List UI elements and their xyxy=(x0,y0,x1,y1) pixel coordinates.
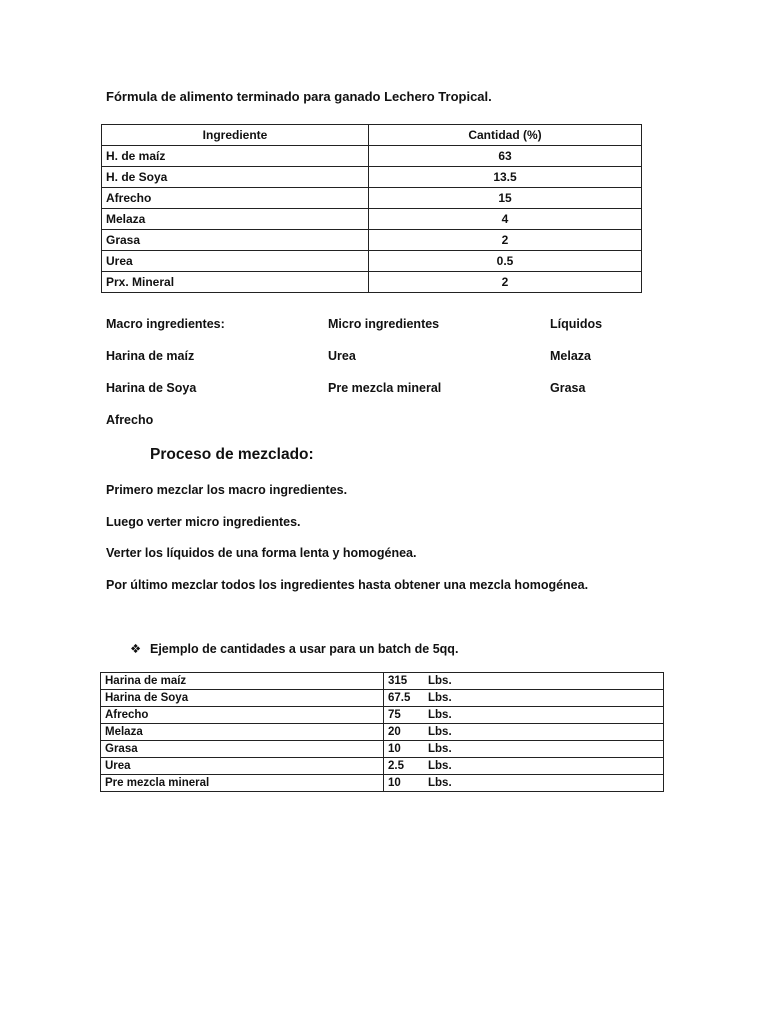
batch-ingredient-cell: Harina de maíz xyxy=(101,673,384,690)
formula-table xyxy=(101,124,642,293)
batch-unit: Lbs. xyxy=(428,777,452,789)
ingredient-cell: H. de maíz xyxy=(102,146,369,167)
batch-table xyxy=(100,672,664,792)
batch-qty: 315 xyxy=(388,675,408,687)
batch-amount-cell xyxy=(384,724,664,741)
batch-ingredient-cell: Afrecho xyxy=(101,707,384,724)
diamond-bullet-icon: ❖ xyxy=(130,642,142,656)
batch-amount-cell xyxy=(384,690,664,707)
micro-heading: Micro ingredientes xyxy=(328,317,440,331)
batch-ingredient-cell: Melaza xyxy=(101,724,384,741)
macro-item: Harina de Soya xyxy=(106,381,197,395)
column-header-cantidad: Cantidad (%) xyxy=(369,125,642,146)
table-row xyxy=(101,775,664,792)
batch-unit: Lbs. xyxy=(428,743,452,755)
ingredient-cell: Grasa xyxy=(102,230,369,251)
process-step: Luego verter micro ingredientes. xyxy=(106,515,301,529)
table-row xyxy=(101,758,664,775)
percent-cell: 2 xyxy=(369,230,642,251)
table-row xyxy=(102,146,642,167)
ingredient-cell: H. de Soya xyxy=(102,167,369,188)
example-text: Ejemplo de cantidades a usar para un batch de 5qq. xyxy=(150,642,459,656)
percent-cell: 2 xyxy=(369,272,642,293)
table-row xyxy=(102,272,642,293)
process-step: Verter los líquidos de una forma lenta y homogénea. xyxy=(106,546,417,560)
batch-amount-cell xyxy=(384,775,664,792)
percent-cell: 15 xyxy=(369,188,642,209)
table-row xyxy=(102,251,642,272)
batch-qty: 67.5 xyxy=(388,692,411,704)
table-row xyxy=(101,707,664,724)
ingredient-cell: Urea xyxy=(102,251,369,272)
process-step: Primero mezclar los macro ingredientes. xyxy=(106,483,348,497)
column-header-ingrediente: Ingrediente xyxy=(102,125,369,146)
batch-qty: 75 xyxy=(388,709,401,721)
batch-unit: Lbs. xyxy=(428,709,452,721)
percent-cell: 13.5 xyxy=(369,167,642,188)
liquid-item: Grasa xyxy=(550,381,586,395)
process-step: Por último mezclar todos los ingredientes hasta obtener una mezcla homogénea. xyxy=(106,578,589,592)
batch-amount-cell xyxy=(384,673,664,690)
percent-cell: 63 xyxy=(369,146,642,167)
table-row xyxy=(101,673,664,690)
micro-item: Pre mezcla mineral xyxy=(328,381,442,395)
batch-qty: 10 xyxy=(388,743,401,755)
percent-cell: 0.5 xyxy=(369,251,642,272)
batch-amount-cell xyxy=(384,758,664,775)
process-heading: Proceso de mezclado: xyxy=(150,446,314,463)
table-row xyxy=(101,741,664,758)
batch-unit: Lbs. xyxy=(428,726,452,738)
batch-unit: Lbs. xyxy=(428,692,452,704)
batch-qty: 10 xyxy=(388,777,401,789)
table-row xyxy=(102,209,642,230)
example-bullet-line xyxy=(130,641,458,656)
document-title: Fórmula de alimento terminado para ganado Lechero Tropical. xyxy=(106,89,492,104)
batch-amount-cell xyxy=(384,707,664,724)
batch-unit: Lbs. xyxy=(428,675,452,687)
table-row xyxy=(102,167,642,188)
macro-item: Harina de maíz xyxy=(106,349,195,363)
micro-item: Urea xyxy=(328,349,356,363)
liquid-heading: Líquidos xyxy=(550,317,603,331)
ingredient-cell: Melaza xyxy=(102,209,369,230)
liquid-item: Melaza xyxy=(550,349,591,363)
percent-cell: 4 xyxy=(369,209,642,230)
table-row xyxy=(102,230,642,251)
ingredient-cell: Afrecho xyxy=(102,188,369,209)
macro-item: Afrecho xyxy=(106,413,154,427)
macro-heading: Macro ingredientes: xyxy=(106,317,225,331)
batch-qty: 2.5 xyxy=(388,760,404,772)
table-row xyxy=(101,724,664,741)
batch-ingredient-cell: Pre mezcla mineral xyxy=(101,775,384,792)
table-header-row xyxy=(102,125,642,146)
batch-qty: 20 xyxy=(388,726,401,738)
ingredient-cell: Prx. Mineral xyxy=(102,272,369,293)
batch-ingredient-cell: Harina de Soya xyxy=(101,690,384,707)
batch-amount-cell xyxy=(384,741,664,758)
batch-ingredient-cell: Urea xyxy=(101,758,384,775)
table-row xyxy=(102,188,642,209)
batch-unit: Lbs. xyxy=(428,760,452,772)
table-row xyxy=(101,690,664,707)
batch-ingredient-cell: Grasa xyxy=(101,741,384,758)
